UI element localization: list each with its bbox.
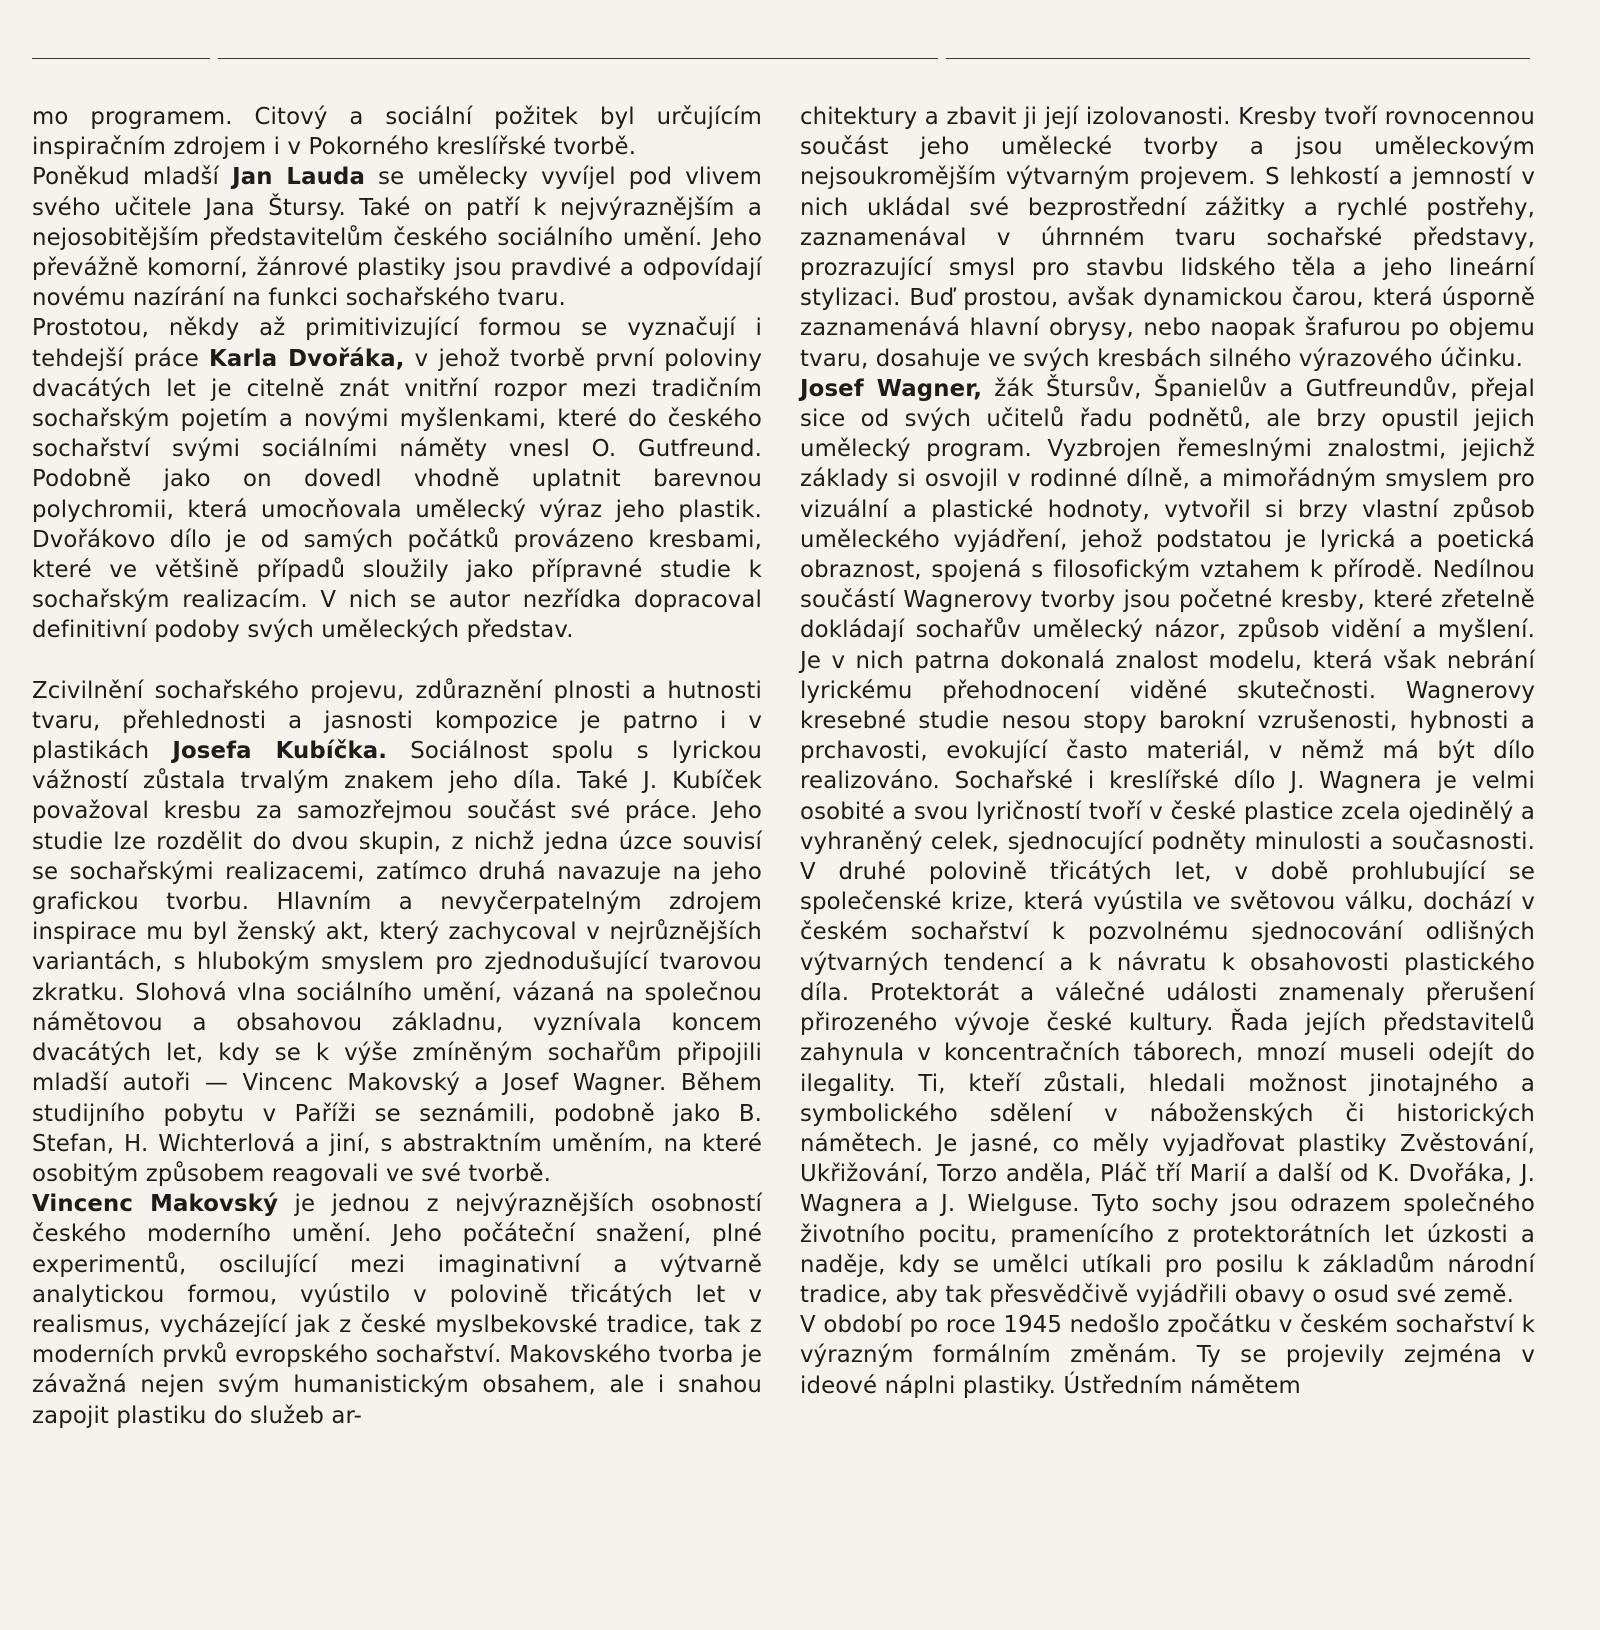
- paragraph-lauda: [32, 162, 762, 313]
- paragraph-makovsky: [32, 1189, 762, 1431]
- paragraph-lead-text: Prostotou, někdy až primitivizující formou se vyznačují i tehdejší práce: [32, 315, 762, 372]
- top-rule-segment-3: [946, 58, 1530, 59]
- paragraph-body-text: je jednou z nejvýraznějších osobností českého moderního umění. Jeho počáteční snažení, plné experimentů, oscilující mezi imaginativní a výtvarně analytickou formou, vyústilo v polovině třicátých let v realismus, vycházející jak z české myslbekovské tradice, tak z moderních prvků evropského sochařství. Makovského tvorba je závažná nejen svým humanistickým obsahem, ale i snahou zapojit plastiku do služeb ar-: [32, 1191, 762, 1429]
- paragraph-body-text: Sociálnost spolu s lyrickou vážností zůstala trvalým znakem jeho díla. Také J. Kubíček považoval kresbu za samozřejmou součást své práce. Jeho studie lze rozdělit do dvou skupin, z nichž jedna úzce souvisí se sochařskými realizacemi, zatímco druhá navazuje na jeho grafickou tvorbu. Hlavním a nevyčerpatelným zdrojem inspirace mu byl ženský akt, který zachycoval v nejrůznějších variantách, s hlubokým smyslem pro zjednodušující tvarovou zkratku. Slohová vlna sociálního umění, vázaná na společnou námětovou a obsahovou základnu, vyznívala koncem dvacátých let, kdy se k výše zmíněným sochařům připojili mladší autoři — Vincenc Makovský a Josef Wagner. Během studijního pobytu v Paříži se seznámili, podobně jako B. Stefan, H. Wichterlová a jiní, s abstraktním uměním, na které osobitým způsobem reagovali ve své tvorbě.: [32, 738, 762, 1187]
- paragraph-gap: [32, 646, 762, 676]
- paragraph-lead-text: Zcivilnění sochařského projevu, zdůraznění plnosti a hutnosti tvaru, přehlednosti a jasnosti kompozice je patrno i v plastikách: [32, 677, 762, 765]
- artist-name-wagner: Josef Wagner,: [800, 375, 983, 402]
- artist-name-makovsky: Vincenc Makovský: [32, 1191, 279, 1218]
- artist-name-lauda: Jan Lauda: [232, 164, 366, 191]
- top-rule-segment-1: [32, 58, 210, 59]
- left-column: [32, 102, 762, 1431]
- paragraph-body-text: žák Štursův, Španielův a Gutfreundův, přejal sice od svých učitelů řadu podnětů, ale brzy opustil jejich umělecký program. Vyzbrojen řemeslnými znalostmi, jejichž základy si osvojil v rodinné dílně, a mimořádným smyslem pro vizuální a plastické hodnoty, vytvořil si brzy vlastní způsob uměleckého vyjádření, jehož podstatou je lyrická a poetická obraznost, spojená s filosofickým vztahem k přírodě. Nedílnou součástí Wagnerovy tvorby jsou početné kresby, které zřetelně dokládají sochařův umělecký názor, způsob vidění a myšlení. Je v nich patrna dokonalá znalost modelu, která však nebrání lyrickému přehodnocení viděné skutečnosti. Wagnerovy kresebné studie nesou stopy barokní vzrušenosti, hybnosti a prchavosti, evokující často materiál, v němž má být dílo realizováno. Sochařské i kreslířské dílo J. Wagnera je velmi osobité a svou lyričností tvoří v české plastice zcela ojedinělý a vyhraněný celek, sjednocující podněty minulosti a současnosti. V druhé polovině třicátých let, v době prohlubující se společenské krize, která vyústila ve světovou válku, dochází v českém sochařství k pozvolnému sjednocování odlišných výtvarných tendencí a k návratu k obsahovosti plastického díla. Protektorát a válečné události znamenaly přerušení přirozeného vývoje české kultury. Řada jejích představitelů zahynula v koncentračních táborech, mnozí museli odejít do ilegality. Ti, kteří zůstali, hledali možnost jinotajného a symbolického sdělení v náboženských či historických námětech. Je jasné, co měly vyjadřovat plastiky Zvěstování, Ukřižování, Torzo anděla, Pláč tří Marií a další od K. Dvořáka, J. Wagnera a J. Wielguse. Tyto sochy jsou odrazem společného životního pocitu, pramenícího z protektorátních let úzkosti a naděje, kdy se umělci utíkali pro posilu k základům národní tradice, aby tak přesvědčivě vyjádřili obavy o osud své země.: [800, 375, 1535, 1308]
- artist-name-kubicek: Josefa Kubíčka.: [172, 738, 388, 765]
- right-column: [800, 102, 1535, 1401]
- top-rule-segment-2: [218, 58, 938, 59]
- paragraph-post-1945: V období po roce 1945 nedošlo zpočátku v českém sochařství k výrazným formálním změnám. Ty se projevily zejména v ideové náplni plastiky. Ústředním námětem: [800, 1312, 1535, 1399]
- paragraph-kubicek: [32, 676, 762, 1189]
- paragraph-body-text: v jehož tvorbě první poloviny dvacátých let je citelně znát vnitřní rozpor mezi tradičním sochařským pojetím a novými myšlenkami, které do českého sochařství svými sociálními náměty vnesl O. Gutfreund. Podobně jako on dovedl vhodně uplatnit barevnou polychromii, která umocňovala umělecký výraz jeho plastik. Dvořákovo dílo je od samých počátků provázeno kresbami, které ve většině případů sloužily jako přípravné studie k sochařským realizacím. V nich se autor nezřídka dopracoval definitivní podoby svých uměleckých představ.: [32, 345, 762, 644]
- artist-name-dvorak: Karla Dvořáka,: [209, 345, 405, 372]
- paragraph-body-text: se umělecky vyvíjel pod vlivem svého učitele Jana Štursy. Také on patří k nejvýraznějším a nejosobitějším představitelům českého sociálního umění. Jeho převážně komorní, žánrové plastiky jsou pravdivé a odpovídají novému nazírání na funkci sochařského tvaru.: [32, 164, 762, 312]
- paragraph-wagner: [800, 374, 1535, 1310]
- paragraph-pokorny-end: mo programem. Citový a sociální požitek byl určujícím inspiračním zdrojem i v Pokorného kreslířské tvorbě.: [32, 104, 762, 161]
- paragraph-makovsky-drawings: chitektury a zbavit ji její izolovanosti. Kresby tvoří rovnocennou součást jeho umělecké tvorby a jsou uměleckovým nejsoukromějším výtvarným projevem. S lehkostí a jemností v nich ukládal své bezprostřední zážitky a rychlé postřehy, zaznamenával v úhrnném tvaru sochařské představy, prozrazující smysl pro stavbu lidského těla a jeho lineární stylizaci. Buď prostou, avšak dynamickou čarou, která úsporně zaznamenává hlavní obrysy, nebo naopak šrafurou po objemu tvaru, dosahuje ve svých kresbách silného výrazového účinku.: [800, 104, 1535, 372]
- paragraph-lead-text: Poněkud mladší: [32, 164, 233, 191]
- paragraph-dvorak: [32, 313, 762, 645]
